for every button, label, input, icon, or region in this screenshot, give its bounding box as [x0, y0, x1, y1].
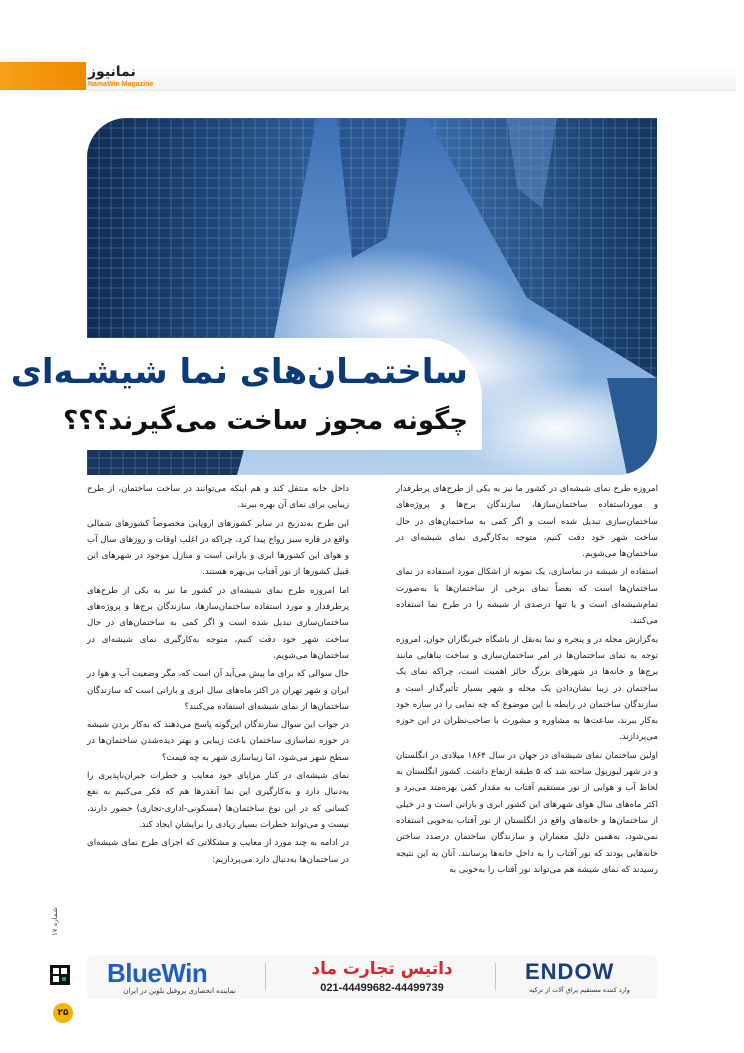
paragraph: داخل خانه منتقل کند و هم اینکه می‌توانند در ساخت ساختمان، از طرح زیبایی برای نمای آن بهره ببرند.	[87, 484, 349, 511]
paragraph: در ادامه به چند مورد از معایب و مشکلاتی که اجرای طرح نمای شیشه‌ای در ساختمان‌ها به‌دنبال دارد می‌پردازیم:	[87, 838, 349, 865]
datis-phone: 021-44499682-44499739	[320, 982, 444, 994]
ad-divider	[495, 963, 496, 991]
paragraph: اما امروزه طرح نمای شیشه‌ای در کشور ما نیز به یکی از طرح‌های پرطرفدار و مورد استفاده ساختمان‌سازها، سازندگان برج‌ها و پروژه‌های ساختمان‌سازی تبدیل شده است و اگر کمی به ساختمان‌های در حال ساخت شهر خود دقت کنیم، متوجه به‌کارگیری نمای شیشه‌ای در ساختمان‌ها می‌شویم.	[87, 585, 349, 661]
endow-tagline: وارد کننده مستقیم یراق آلات از ترکیه	[529, 986, 630, 994]
article-subtitle: چگونه مجوز ساخت می‌گیرند؟؟؟	[63, 406, 468, 436]
logo-english: NamaWin Magazine	[88, 81, 154, 88]
ad-divider	[265, 963, 266, 991]
advertisement-strip	[87, 955, 657, 999]
article-title-box	[10, 338, 482, 450]
paragraph: حال سوالی که برای ما پیش می‌آید آن است که، مگر وضعیت آب و هوا در ایران و شهر تهران در اکثر ماه‌های سال ابری و بارانی است که سازندگان ساختمان‌ها از نمای شیشه‌ای استفاده می‌کنند؟	[87, 669, 349, 712]
paragraph: استفاده از شیشه در نماسازی، یک نمونه از اشکال مورد استفاده در نمای ساختمان‌ها است که بعضاً نمای برخی از ساختمان‌ها یا به‌صورت تمام‌شیشه‌ای است و یا تنها درصدی از شیشه را در طرح نما استفاده می‌کنند.	[396, 567, 658, 627]
logo-persian: نمانیوز	[88, 64, 136, 80]
header-accent-bar	[0, 62, 86, 90]
paragraph: به‌گزارش مجله در و پنجره و نما به‌نقل از باشگاه خبرنگاران جوان، امروزه توجه به نمای ساختمان‌ها در امر ساختمان‌سازی و ساخت بناهایی مانند برج‌ها و خانه‌ها در شهرهای بزرگ حائز اهمیت است، چراکه نمای یک ساختمان در زیبا نشان‌دادن یک محله و شهر بسیار تأثیرگذار است و سازندگان ساختمان در رابطه با این موضوع که چه نمایی را در سازه خود به‌کار ببرند، ساعت‌ها به مشاوره و مشورت با صاحب‌نظران در این حوزه می‌پردازند.	[396, 634, 658, 743]
page-number: ۲۵	[53, 1003, 73, 1023]
paragraph: امروزه طرح نمای شیشه‌ای در کشور ما نیز به یکی از طرح‌های پرطرفدار و مورداستفاده ساختمان‌سازها، سازندگان برج‌ها و پروژه‌های ساختمان‌سازی تبدیل شده است و اگر کمی به ساختمان‌های در حال ساخت شهر خود دقت کنیم، متوجه به‌کارگیری نمای شیشه‌ای در ساختمان‌ها می‌شویم.	[396, 484, 658, 560]
article-column-right	[396, 481, 658, 880]
paragraph: در جواب این سوال سازندگان این‌گونه پاسخ می‌دهند که به‌کار بردن شیشه در حوزه نماسازی ساختمان باعث زیبایی و بهتر دیده‌شدن ساختمان‌ها در سطح شهر می‌شود، اما زیباسازی شهر به چه قیمت؟	[87, 720, 349, 763]
endow-logo: ENDOW	[525, 959, 615, 984]
bluewin-tagline: نماینده انحصاری پروفیل بلوین در ایران	[123, 987, 236, 995]
bluewin-logo: BlueWin	[107, 958, 208, 988]
issue-number: شماره ۱۷	[51, 907, 59, 936]
ad-datis[interactable]	[282, 955, 482, 999]
paragraph: نمای شیشه‌ای در کنار مزایای خود معایب و خطرات جبران‌ناپذیری را به‌دنبال دارد و به‌کارگیری این نما آنقدرها هم که فکر می‌کنیم به نفع کسانی که در این نوع ساختمان‌ها (مسکونی-اداری-تجاری) حضور دارند، نیست و می‌تواند خطرات بسیار زیادی را برایشان ایجاد کند.	[87, 771, 349, 830]
ad-endow[interactable]	[507, 955, 652, 999]
datis-logo: داتیس تجارت ماد	[311, 959, 453, 979]
qr-code-icon	[50, 965, 70, 985]
ad-bluewin[interactable]	[97, 955, 257, 999]
header-bar	[86, 62, 736, 91]
magazine-logo	[88, 64, 172, 90]
article-column-left	[87, 481, 349, 870]
paragraph: این طرح به‌تدریج در سایر کشورهای اروپایی مخصوصاً کشورهای شمالی واقع در قاره سبز رواج پیدا کرد، چراکه در اغلب اوقات و روزهای سال آب و هوای این کشورها ابری و بارانی است و منازل موجود در شهرهای این قبیل کشورها از نور آفتاب بی‌بهره هستند.	[87, 518, 349, 578]
paragraph: اولین ساختمان نمای شیشه‌ای در جهان در سال ۱۸۶۴ میلادی در انگلستان و در شهر لیورپول ساخته شد که ۵ طبقه ارتفاع داشت. کشور انگلستان به لحاظ آب و هوایی از نور مستقیم آفتاب به مقدار کمی بهره‌مند می‌برد و اکثر ماه‌های سال هوای شهرهای این کشور ابری و بارانی است و در خیلی از ساختمان‌ها و خانه‌های واقع در انگلستان از نور آفتاب به‌خوبی استفاده نمی‌شود، به‌همین دلیل معماران و سازندگان ساختمان درصدد ساختن خانه‌هایی بودند که نور آفتاب را به داخل خانه‌ها برسانند. آنان به این نتیجه رسیدند که نمای شیشه هم می‌تواند نور آفتاب را به‌خوبی به	[396, 750, 659, 875]
article-title: ساختمـان‌های نما شیشـه‌ای	[10, 352, 468, 392]
